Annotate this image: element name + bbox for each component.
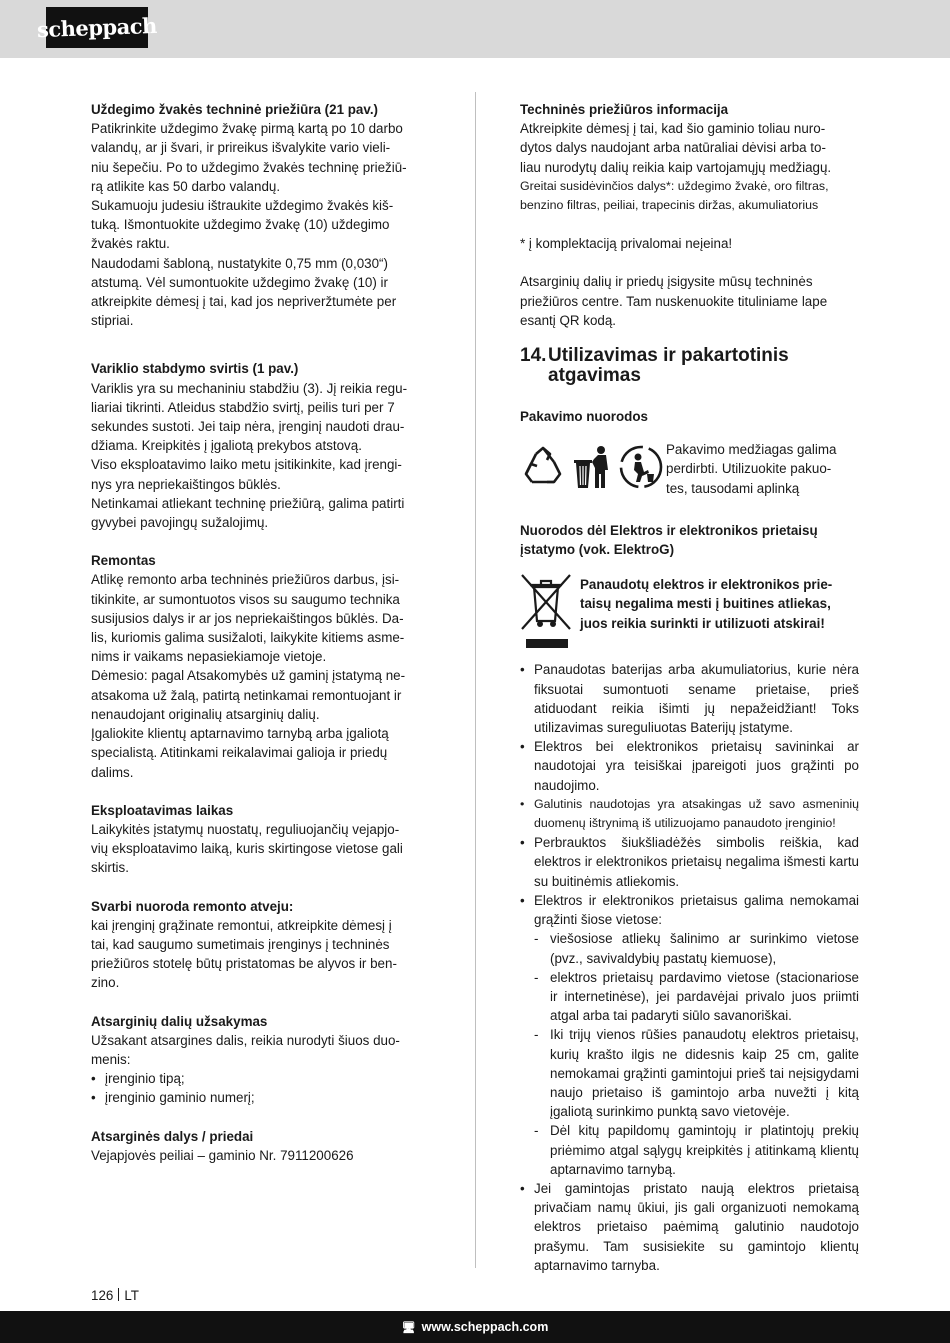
weee-bullet-list <box>520 660 859 1275</box>
column-divider <box>475 92 476 1268</box>
spark-plug-text: Patikrinkite uždegimo žvakę pirmą kartą po 10 darbo valandų, ar ji švari, ir prireikus išvalykite vario vieli- niu šepečiu. Po to uždegimo žvakės techninę priežiū- rą atlikite kas 50 darbo valandų. Sukamuoju judesiu ištraukite uždegimo žvakės kiš- tuką. Išmontuokite uždegimo žvakę (10) uždegimo žvakės raktu. Naudodami šabloną, nustatykite 0,75 mm (0,030“) atstumą. Vėl sumontuokite uždegimo žvakę (10) ir atkreipkite dėmesį į tai, kad jos nepriveržtumėte per stipriai. <box>91 121 407 329</box>
page-number: 126 LT <box>91 1288 139 1303</box>
right-column <box>520 100 859 1275</box>
brake-lever-text: Variklis yra su mechaniniu stabdžiu (3). Jį reikia regu- liariai tikrinti. Atleidus stabdžio svirtį, peilis turi per 7 sekundes sustoti. Jei taip nėra, įrenginį naudoti drau- džiama. Kreipkitės į įgaliotą prekybos atstovą. Viso eksploatavimo laiko metu įsitikinkite, kad įrengi- nys yra nepriekaištingos būklės. Netinkamai atliekant techninę priežiūrą, galima patirti gyvybei pavojingų sužalojimų. <box>91 380 408 531</box>
service-info-heading: Techninės priežiūros informacija <box>520 102 729 117</box>
weee-warning-text: Panaudotų elektros ir elektronikos prie- taisų negalima mesti į buitines atliekas, juos reikia surinkti ir utilizuoti atskirai! <box>580 577 833 631</box>
repair-note-text: kai įrenginį grąžinate remontui, atkreipkite dėmesį į tai, kad saugumo sumetimais įrenginys į techninės priežiūros stotelę būtų pristatomas be alyvos ir ben- zino. <box>91 917 397 991</box>
crossed-bin-icon <box>520 571 572 654</box>
list-item: • Elektros ir elektronikos prietaisus galima nemokamai grąžinti šiose vietose: - viešosiose atliekų šalinimo ar surinkimo vietose (pvz., savivaldybių pastatų kiemuose), - elektros prietaisų pardavimo vietose (stacionariose ir internetinėse), jei pardavėjai privalo juos priimti atgal arba tai padaryti siūlo savanoriškai. - Iki trijų vienos rūšies panaudotų elektros prietaisų, kurių krašto ilgis ne didesnis kaip 25 cm, galite nemokamai grąžinti gamintojui prieš tai neįsigydami naujo prietaiso iš gamintojo arba nuvežti į kitą įgaliotą surinkimo punktą savo vietovėje. - Dėl kitų papildomų gamintojų ir platintojų prekių priėmimo atgal sąlygų kreipkitės į atitinkamą klientų aptarnavimo tarnybą. <box>520 891 859 1179</box>
spare-parts-heading: Atsarginės dalys / priedai <box>91 1128 254 1144</box>
scheppach-logo: scheppach <box>46 7 148 48</box>
list-item: - Dėl kitų papildomų gamintojų ir platintojų prekių priėmimo atgal sąlygų kreipkitės į atitinkamą klientų aptarnavimo tarnybą. <box>534 1121 859 1179</box>
service-life-text: Laikykitės įstatymų nuostatų, reguliuojančių vejapjo- vių eksploatavimo laiką, kuris skirtingose vietose gali skirtis. <box>91 821 403 876</box>
service-life-heading: Eksploatavimas laikas <box>91 802 234 818</box>
parts-order-heading: Atsarginių dalių užsakymas <box>91 1013 268 1029</box>
service-info-text: Atkreipkite dėmesį į tai, kad šio gaminio toliau nuro- dytos dalys naudojant arba natūraliai dėvisi arba to- liau nurodytų dalių reikia kaip vartojamųjų medžiagų. Greitai susidėvinčios dalys*: uždegimo žvakė, oro filtras, benzino filtras, peiliai, trapecinis diržas, akumuliatorius <box>520 121 832 213</box>
list-item: • Galutinis naudotojas yra atsakingas už savo asmeninių duomenų ištrynimą iš utilizuojamo panaudoto įrenginio! <box>520 795 859 833</box>
list-item: • įrenginio tipą; <box>91 1069 430 1088</box>
spark-plug-heading: Uždegimo žvakės techninė priežiūra (21 pav.) <box>91 102 378 117</box>
packing-heading: Pakavimo nuorodos <box>520 409 648 425</box>
parts-order-text: Užsakant atsargines dalis, reikia nurodyti šiuos duo- menis: <box>91 1032 400 1067</box>
monitor-icon: 🖥 <box>401 1321 416 1334</box>
list-item: • Perbrauktos šiukšliadėžės simbolis reiškia, kad elektros ir elektronikos prietaisų negalima išmesti kartu su buitinėmis atliekomis. <box>520 833 859 891</box>
packing-text: Pakavimo medžiagas galima perdirbti. Utilizuokite pakuo- tes, tausodami aplinką <box>666 442 837 496</box>
section-number: 14. <box>520 345 547 367</box>
repair-text: Atlikę remonto arba techninės priežiūros darbus, įsi- tikinkite, ar sumontuotos visos su saugumo technika susijusios dalys ir ar jos nepriekaištingos būklės. Da- lis, kuriomis galima susižaloti, laikykite kitiems asme- nims ir vaikams nepasiekiamoje vietoje. Dėmesio: pagal Atsakomybės už gaminį įstatymą ne- atsakoma už žalą, patirtą netinkamai remontuojant ir nenaudojant originalių atsarginių dalių. Įgaliokite klientų aptarnavimo tarnybą arba įgaliotą specialistą. Atitinkami reikalavimai galioja ir priedų dalims. <box>91 572 406 780</box>
list-item: • Elektros bei elektronikos prietaisų savininkai ar naudotojai yra teisiškai įpareigoti juos grąžinti po naudojimo. <box>520 737 859 795</box>
list-item: - elektros prietaisų pardavimo vietose (stacionariose ir internetinėse), jei pardavėjai privalo juos priimti atgal arba tai padaryti siūlo savanoriškai. <box>534 968 859 1026</box>
list-item: - viešosiose atliekų šalinimo ar surinkimo vietose (pvz., savivaldybių pastatų kiemuose), <box>534 929 859 967</box>
repair-note-heading: Svarbi nuoroda remonto atveju: <box>91 898 294 914</box>
footer-bar <box>0 1311 950 1343</box>
list-item: • įrenginio gaminio numerį; <box>91 1088 430 1107</box>
packing-icons <box>520 444 666 490</box>
header-bar <box>0 0 950 58</box>
list-item: - Iki trijų vienos rūšies panaudotų elektros prietaisų, kurių krašto ilgis ne didesnis kaip 25 cm, galite nemokamai grąžinti gamintojui prieš tai neįsigydami naujo prietaiso iš gamintojo arba nuvežti į kitą įgaliotą surinkimo punktą savo vietovėje. <box>534 1025 859 1121</box>
return-locations-list <box>534 929 859 1179</box>
trash-bin-icon <box>570 444 614 490</box>
recycle-person-icon <box>618 444 664 490</box>
spare-parts-info: Atsarginių dalių ir priedų įsigysite mūsų techninės priežiūros centre. Tam nuskenuokite tituliniame lape esantį QR kodą. <box>520 274 828 328</box>
packing-info <box>520 440 859 498</box>
website-link[interactable]: www.scheppach.com <box>421 1320 549 1334</box>
weee-heading: Nuorodos dėl Elektros ir elektronikos prietaisų įstatymo (vok. ElektroG) <box>520 522 818 558</box>
parts-order-list <box>91 1069 430 1107</box>
repair-heading: Remontas <box>91 553 156 569</box>
brake-lever-heading: Variklio stabdymo svirtis (1 pav.) <box>91 361 299 377</box>
weee-warning <box>520 571 859 654</box>
left-column <box>91 100 430 1165</box>
recycle-icon <box>520 444 566 490</box>
accessory-note: * į komplektaciją privalomai neįeina! <box>520 236 733 252</box>
spare-parts-text: Vejapjovės peiliai – gaminio Nr. 7911200626 <box>91 1147 354 1163</box>
list-item: • Panaudotas baterijas arba akumuliatorius, kurie nėra fiksuotai sumontuoti sename prietaise, prieš atiduodant reikia išimti jų nepažeidžiant! Toks utilizavimas sureguliuotas Baterijų įstatyme. <box>520 660 859 737</box>
list-item: • Jei gamintojas pristato naują elektros prietaisą privačiam namų ūkiui, jis gali organizuoti nemokamą elektros prietaiso paėmimą galutinio naudotojo prašymu. Tam susisiekite su gamintojo klientų aptarnavimo tarnyba. <box>520 1179 859 1275</box>
section-14-title: 14. Utilizavimas ir pakartotinis atgavimas <box>520 345 789 387</box>
